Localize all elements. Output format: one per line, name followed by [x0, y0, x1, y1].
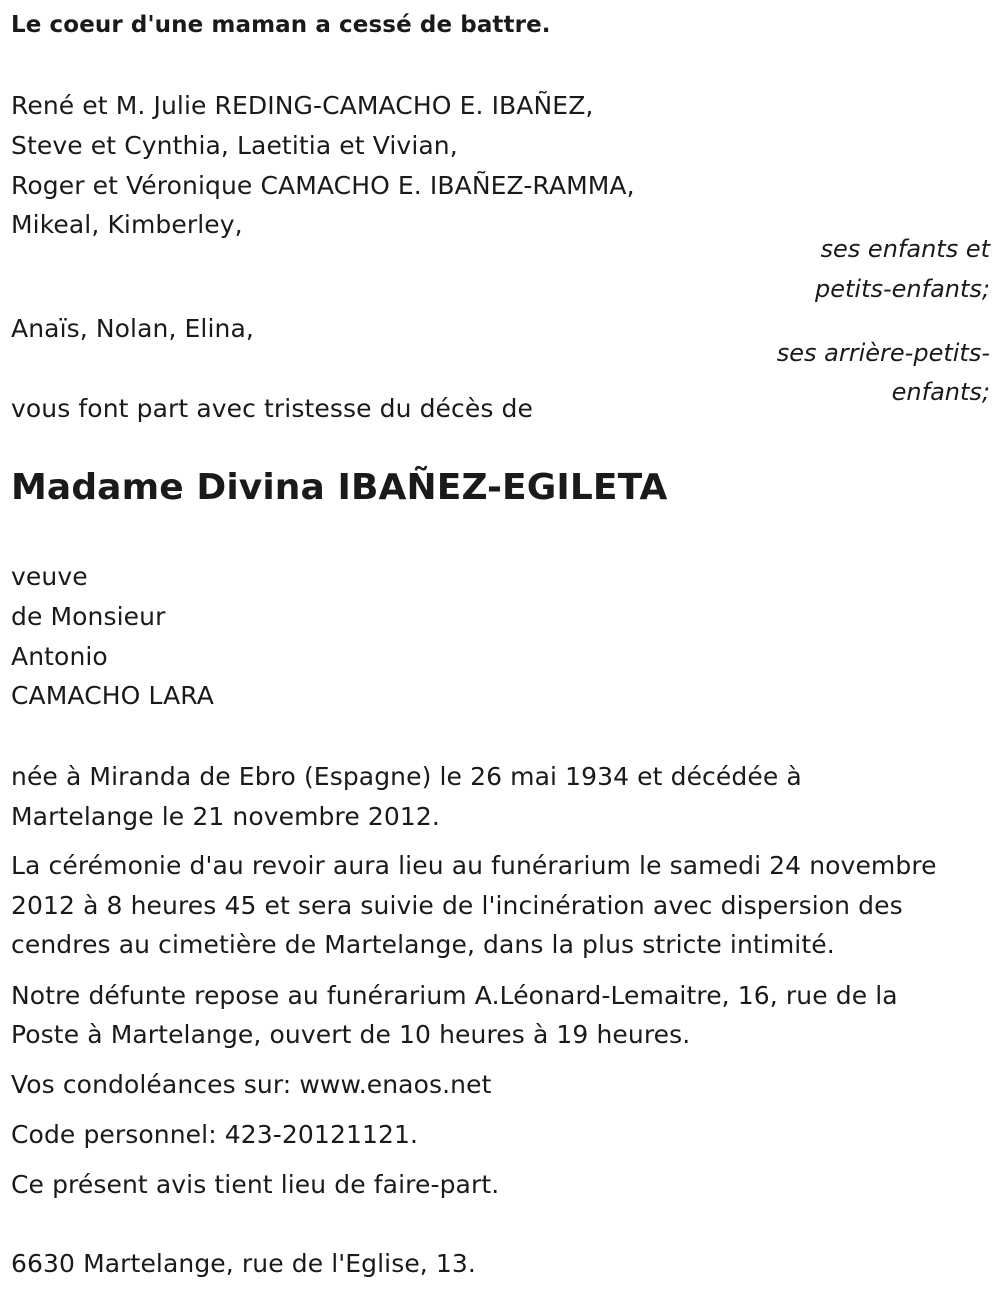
- great-grandchildren: Anaïs, Nolan, Elina,: [11, 314, 254, 343]
- deceased-name: Madame Divina IBAÑEZ-EGILETA: [11, 467, 668, 508]
- headline: Le coeur d'une maman a cessé de battre.: [11, 12, 551, 38]
- family-line-1: René et M. Julie REDING-CAMACHO E. IBAÑEZ,: [11, 91, 594, 120]
- repose-line-2: Poste à Martelange, ouvert de 10 heures à 19 heures.: [11, 1020, 691, 1049]
- relation-children-1: ses enfants et: [820, 235, 990, 263]
- ceremony-line-3: cendres au cimetière de Martelange, dans la plus stricte intimité.: [11, 930, 835, 959]
- announce-line: vous font part avec tristesse du décès de: [11, 394, 533, 423]
- family-line-2: Steve et Cynthia, Laetitia et Vivian,: [11, 131, 458, 160]
- widow-line-1: veuve: [11, 562, 88, 591]
- family-line-3: Roger et Véronique CAMACHO E. IBAÑEZ-RAMMA,: [11, 171, 635, 200]
- ceremony-line-1: La cérémonie d'au revoir aura lieu au funérarium le samedi 24 novembre: [11, 851, 937, 880]
- relation-great-1: ses arrière-petits-: [776, 339, 990, 367]
- repose-line-1: Notre défunte repose au funérarium A.Léonard-Lemaitre, 16, rue de la: [11, 981, 898, 1010]
- relation-great-2: enfants;: [891, 378, 990, 406]
- family-line-4: Mikeal, Kimberley,: [11, 210, 243, 239]
- widow-line-3: Antonio: [11, 642, 108, 671]
- birth-death-line-1: née à Miranda de Ebro (Espagne) le 26 mai 1934 et décédée à: [11, 762, 802, 791]
- relation-children-2: petits-enfants;: [815, 275, 990, 303]
- birth-death-line-2: Martelange le 21 novembre 2012.: [11, 802, 440, 831]
- widow-line-2: de Monsieur: [11, 602, 166, 631]
- notice-text-line: Ce présent avis tient lieu de faire-part.: [11, 1170, 500, 1199]
- personal-code-line: Code personnel: 423-20121121.: [11, 1120, 419, 1149]
- ceremony-line-2: 2012 à 8 heures 45 et sera suivie de l'incinération avec dispersion des: [11, 891, 903, 920]
- widow-line-4: CAMACHO LARA: [11, 681, 214, 710]
- address-line: 6630 Martelange, rue de l'Eglise, 13.: [11, 1249, 476, 1278]
- condolences-line: Vos condoléances sur: www.enaos.net: [11, 1070, 492, 1099]
